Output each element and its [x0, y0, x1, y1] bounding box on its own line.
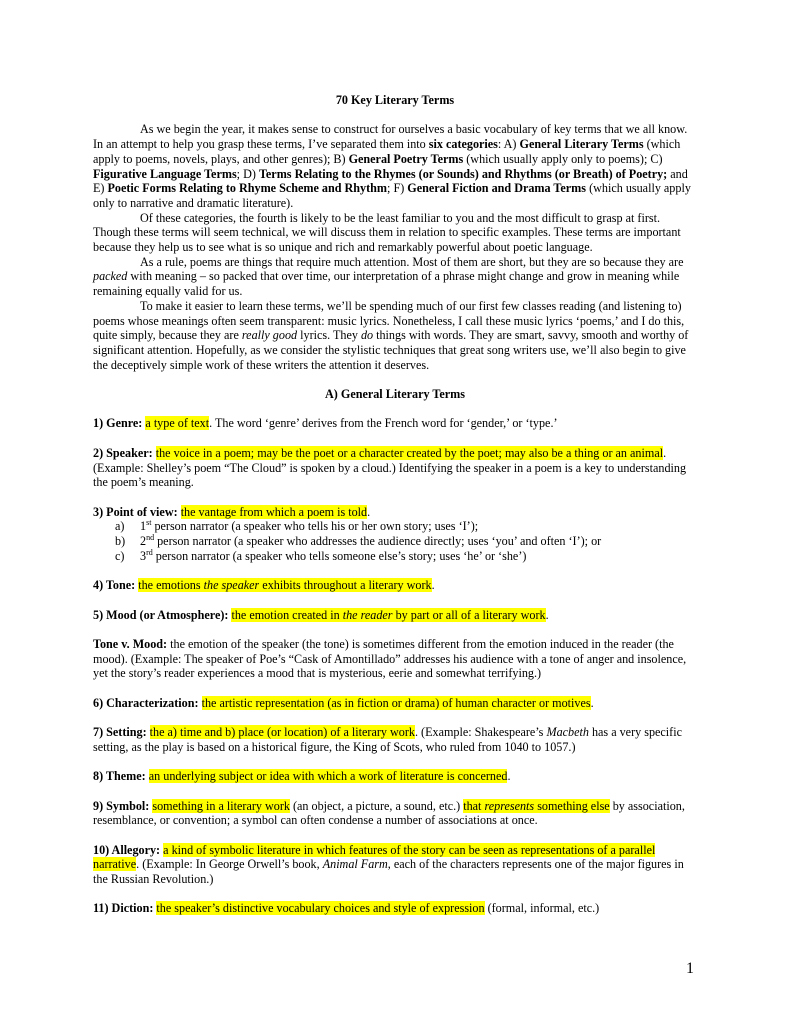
text-run: . — [431, 578, 435, 593]
list-item-text: person narrator (a speaker who addresses the audience directly; uses ‘you’ and often ‘I’); or — [154, 534, 602, 549]
intro-paragraph-2 — [93, 211, 697, 255]
term-label: General Poetry Terms — [348, 151, 464, 166]
intro-paragraph-4 — [93, 299, 697, 373]
term-diction — [93, 901, 697, 916]
highlighted-definition: a kind of symbolic literature in which features of the story can be seen as representations of a parallel narrative — [93, 842, 656, 872]
term-label: 6) Characterization: — [93, 695, 199, 710]
text-run: really good — [241, 328, 298, 343]
text-run: things with words. They are smart, savvy, smooth and worthy of significant attention. Hopefully, as we consider the stylistic techniques that great song writers use, we’ll also begin to give the deceptively simple work of these writers the attention it deserves. — [93, 328, 689, 372]
term-label: Terms Relating to the Rhymes (or Sounds) and Rhythms (or Breath) of Poetry; — [258, 166, 668, 181]
highlighted-definition: the voice in a poem; may be the poet or a character created by the poet; may also be a thing or an animal — [155, 445, 664, 460]
text-run: (an object, a picture, a sound, etc.) — [289, 798, 464, 813]
text-run: . — [367, 504, 371, 519]
list-item — [93, 519, 697, 534]
list-item — [93, 534, 697, 549]
text-run: : A) — [497, 137, 520, 152]
term-label: 5) Mood (or Atmosphere): — [93, 607, 229, 622]
term-label: 2) Speaker: — [93, 445, 153, 460]
term-label: General Fiction and Drama Terms — [407, 181, 587, 196]
ordinal: 1 — [140, 519, 147, 534]
text-run: the emotion of the speaker (the tone) is sometimes different from the emotion induced in the reader (the mood). (Example: The speaker of Poe’s “Cask of Amontillado” addresses his audience with a tone of anger and insolence, yet the story’s reader experiences a mood that is mysterious, eerie and somewhat terrifying.) — [93, 636, 687, 681]
highlighted-definition: by part or all of a literary work — [392, 607, 546, 622]
term-label: Figurative Language Terms — [93, 166, 237, 181]
text-run: . (Example: Shelley’s poem “The Cloud” is spoken by a cloud.) Identifying the speaker in a poem is a key to understanding the poem’s meaning. — [93, 445, 687, 490]
text-run: To make it easier to learn these terms, we’ll be spending much of our first few classes reading (and listening to) poems whose meanings often seem transparent: music lyrics. Nonetheless, I call these music lyrics ‘poems,’ and I do this, quite simply, because they are — [93, 298, 685, 343]
text-run: with meaning – so packed that over time, our interpretation of a phrase might change and grow in meaning while remaining equally valid for us. — [93, 269, 680, 299]
highlighted-definition: the vantage from which a poem is told — [180, 504, 368, 519]
term-label: 10) Allegory: — [93, 842, 161, 857]
term-label: General Literary Terms — [519, 137, 644, 152]
point-of-view-list — [93, 519, 697, 563]
highlighted-definition: an underlying subject or idea with which a work of literature is concerned — [148, 769, 508, 784]
list-marker: a) — [115, 519, 125, 534]
ordinal-suffix: rd — [146, 547, 153, 557]
list-marker: b) — [115, 534, 126, 549]
text-run: do — [360, 328, 374, 343]
text-run: As a rule, poems are things that require much attention. Most of them are short, but they are so because they are — [140, 254, 684, 269]
term-label: 8) Theme: — [93, 769, 146, 784]
ordinal-suffix: nd — [146, 533, 155, 543]
list-item — [93, 549, 697, 564]
highlighted-definition: something in a literary work — [152, 798, 290, 813]
text-run: by association, resemblance, or convention; a symbol can often condense a number of associations at once. — [93, 798, 685, 828]
term-setting — [93, 725, 697, 754]
ordinal: 2 — [140, 534, 147, 549]
intro-paragraph-3 — [93, 255, 697, 299]
term-label: 11) Diction: — [93, 901, 154, 916]
highlighted-definition: that — [463, 798, 485, 813]
text-run: ; D) — [236, 166, 259, 181]
text-run: . — [590, 695, 594, 710]
term-tone — [93, 578, 697, 593]
term-genre — [93, 416, 697, 431]
term-speaker — [93, 446, 697, 490]
highlighted-definition: represents — [484, 798, 535, 813]
highlighted-definition: exhibits throughout a literary work — [259, 578, 432, 593]
term-label: 1) Genre: — [93, 416, 143, 431]
highlighted-definition: the emotions — [138, 578, 204, 593]
text-run: (formal, informal, etc.) — [484, 901, 600, 916]
term-label: six categories — [428, 137, 498, 152]
term-mood — [93, 608, 697, 623]
section-heading-general-literary-terms: A) General Literary Terms — [325, 387, 465, 402]
text-run: Of these categories, the fourth is likely to be the least familiar to you and the most difficult to grasp at first. Though these terms will seem technical, we will discuss them in relation to specific examples. These terms are important because they help us to see what is so unique and rich and remarkably powerful about poetic language. — [93, 210, 681, 255]
highlighted-definition: the a) time and b) place (or location) of a literary work — [149, 725, 415, 740]
text-run: . The word ‘genre’ derives from the French word for ‘gender,’ or ‘type.’ — [209, 416, 558, 431]
text-run: lyrics. They — [297, 328, 361, 343]
text-run: and E) — [93, 166, 688, 196]
term-point-of-view — [93, 505, 697, 520]
document-page — [93, 93, 697, 931]
term-characterization — [93, 696, 697, 711]
text-run: (which usually apply only to narrative and dramatic literature). — [93, 181, 691, 210]
highlighted-definition: the speaker — [203, 578, 260, 593]
text-run: packed — [93, 269, 128, 284]
text-run: has a very specific setting, as the play is based on a historical figure, the King of Scots, who ruled from 1040 to 1057.) — [93, 725, 682, 754]
highlighted-definition: something else — [534, 798, 610, 813]
text-run: . — [507, 769, 511, 784]
term-label: 7) Setting: — [93, 725, 147, 740]
document-title: 70 Key Literary Terms — [335, 93, 455, 107]
tone-vs-mood — [93, 637, 697, 681]
term-theme — [93, 769, 697, 784]
highlighted-definition: the artistic representation (as in fiction or drama) of human character or motives — [201, 695, 591, 710]
highlighted-definition: the speaker’s distinctive vocabulary choices and style of expression — [156, 901, 485, 916]
term-symbol — [93, 799, 697, 828]
list-item-text: person narrator (a speaker who tells his or her own story; uses ‘I’); — [151, 519, 479, 534]
term-label: 9) Symbol: — [93, 798, 150, 813]
highlighted-definition: the emotion created in — [231, 607, 343, 622]
text-run: ; F) — [387, 181, 408, 196]
text-run: (which apply to poems, novels, plays, and other genres); B) — [93, 137, 681, 166]
text-run: As we begin the year, it makes sense to construct for ourselves a basic vocabulary of key terms that we all know. In an attempt to help you grasp these terms, I’ve separated them into — [93, 122, 688, 152]
term-allegory — [93, 843, 697, 887]
list-item-text: person narrator (a speaker who tells someone else’s story; uses ‘he’ or ‘she’) — [152, 548, 527, 563]
ordinal-suffix: st — [146, 518, 152, 528]
text-run: Macbeth — [546, 725, 589, 740]
term-label: Poetic Forms Relating to Rhyme Scheme and Rhythm — [107, 181, 388, 196]
highlighted-definition: a type of text — [145, 416, 210, 431]
term-label: 3) Point of view: — [93, 504, 178, 519]
list-marker: c) — [115, 548, 125, 563]
text-run: . (Example: In George Orwell’s book, — [136, 857, 323, 872]
text-run: (which usually apply only to poems); C) — [463, 151, 663, 166]
intro-paragraph-1 — [93, 122, 697, 210]
text-run: . — [545, 607, 549, 622]
ordinal: 3 — [140, 548, 147, 563]
text-run: . (Example: Shakespeare’s — [414, 725, 547, 740]
text-run: Animal Farm — [322, 857, 388, 872]
highlighted-definition: the reader — [342, 607, 393, 622]
text-run: , each of the characters represents one of the major figures in the Russian Revolution.) — [93, 857, 684, 887]
page-number: 1 — [686, 960, 694, 977]
term-label: 4) Tone: — [93, 578, 136, 593]
term-label: Tone v. Mood: — [93, 636, 168, 651]
